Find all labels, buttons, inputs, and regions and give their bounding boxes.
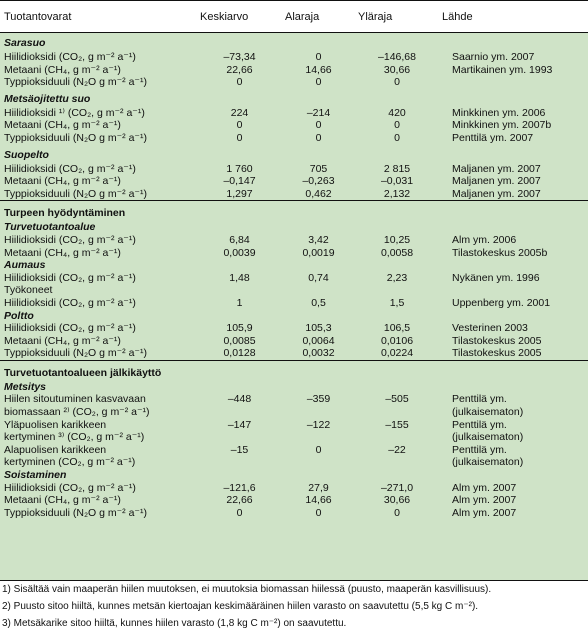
ylaraja-cell: –155 (385, 418, 409, 431)
footnote-2: 2) Puusto sitoo hiiltä, kunnes metsän kiertoajan keskimääräinen hiilen varasto on saavutettu (5,5 kg C m⁻²). (2, 601, 479, 612)
lahde-cell: Alm ym. 2007 (452, 506, 517, 519)
keskiarvo-cell (196, 456, 281, 469)
group-heading-row (0, 360, 588, 381)
alaraja-cell: 0,0032 (302, 347, 335, 360)
row-label: kertyminen (CO₂, g m⁻² a⁻¹) (4, 456, 136, 469)
lahde-cell: Maljanen ym. 2007 (452, 187, 541, 200)
footnote-1: 1) Sisältää vain maaperän hiilen muutoksen, ei muutoksia biomassan hiilessä (puusto, maaperän kasvillisuus). (2, 584, 492, 595)
row-label: biomassaan ²⁾ (CO₂, g m⁻² a⁻¹) (4, 406, 150, 419)
section-label: Poltto (4, 309, 34, 322)
alaraja-cell: 0 (315, 506, 322, 519)
alaraja-cell: 14,66 (305, 494, 332, 507)
table-row (0, 119, 588, 132)
row-label: Yläpuolisen karikkeen (4, 418, 107, 431)
ylaraja-cell: 30,66 (383, 63, 411, 76)
alaraja-cell: 105,3 (305, 322, 332, 335)
alaraja-cell: 14,66 (305, 63, 332, 76)
lahde-cell: Uppenberg ym. 2001 (452, 296, 551, 309)
row-label: Metaani (CH₄, g m⁻² a⁻¹) (4, 246, 121, 259)
row-label: Metaani (CH₄, g m⁻² a⁻¹) (4, 175, 121, 188)
row-label: Typpioksiduuli (N₂O g m⁻² a⁻¹) (4, 347, 147, 360)
keskiarvo-cell: –147 (227, 418, 252, 431)
alaraja-cell (281, 456, 354, 469)
keskiarvo-cell: 0 (236, 506, 243, 519)
keskiarvo-cell (196, 431, 281, 444)
keskiarvo-cell: 0 (236, 131, 243, 144)
table-row (0, 163, 588, 176)
table-row (0, 322, 588, 335)
alaraja-cell: –0,263 (302, 175, 335, 188)
table-row (0, 494, 588, 507)
alaraja-cell (281, 406, 354, 419)
alaraja-cell: 27,9 (308, 481, 329, 494)
alaraja-cell: 0 (315, 119, 322, 132)
alaraja-cell: 0,462 (305, 187, 332, 200)
alaraja-cell: 0 (315, 131, 322, 144)
alaraja-cell: 0,5 (311, 296, 326, 309)
keskiarvo-cell: 1 (236, 296, 243, 309)
section-label: Metsitys (4, 380, 47, 393)
lahde-cell: Vesterinen 2003 (452, 322, 528, 335)
header-ylaraja: Yläraja (354, 1, 438, 33)
row-label: Metaani (CH₄, g m⁻² a⁻¹) (4, 119, 121, 132)
row-label: Hiilidioksidi (CO₂, g m⁻² a⁻¹) (4, 233, 136, 246)
lahde-cell: Alm ym. 2007 (452, 494, 517, 507)
table-row (0, 419, 588, 432)
alaraja-cell: –122 (306, 418, 331, 431)
table-row (0, 444, 588, 457)
keskiarvo-cell: 22,66 (226, 494, 253, 507)
keskiarvo-cell: 22,66 (226, 63, 253, 76)
ylaraja-cell (354, 456, 438, 469)
lahde-cell: Alm ym. 2006 (452, 233, 517, 246)
keskiarvo-cell: 224 (230, 106, 249, 119)
header-lahde: Lähde (438, 1, 588, 33)
section-label: Aumaus (4, 259, 46, 272)
row-label: Hiilidioksidi ¹⁾ (CO₂, g m⁻² a⁻¹) (4, 106, 145, 119)
table-row (0, 406, 588, 419)
table-row (0, 297, 588, 310)
row-label: Typpioksiduuli (N₂O g m⁻² a⁻¹) (4, 76, 147, 89)
row-label: Hiilidioksidi (CO₂, g m⁻² a⁻¹) (4, 162, 136, 175)
table-row (0, 284, 588, 297)
keskiarvo-cell: 0,0128 (223, 347, 256, 360)
row-label: Typpioksiduuli (N₂O g m⁻² a⁻¹) (4, 131, 147, 144)
section-heading-row (0, 259, 588, 272)
section-heading-row (0, 381, 588, 394)
ylaraja-cell (354, 284, 438, 297)
keskiarvo-cell (196, 406, 281, 419)
keskiarvo-cell: 0 (236, 76, 243, 89)
ylaraja-cell: –505 (385, 393, 409, 406)
keskiarvo-cell: 0,0085 (223, 334, 256, 347)
ylaraja-cell: 30,66 (383, 494, 411, 507)
ylaraja-cell: 0 (394, 506, 400, 519)
lahde-cell: Penttilä ym. (452, 418, 507, 431)
footnotes (0, 580, 588, 635)
section-label: Soistaminen (4, 469, 67, 482)
lahde-cell: Penttilä ym. 2007 (452, 131, 534, 144)
row-label: Hiilen sitoutuminen kasvavaan (4, 393, 146, 406)
ylaraja-cell (354, 431, 438, 444)
alaraja-cell: 0 (315, 76, 322, 89)
section-heading-row (0, 469, 588, 482)
table-body (0, 33, 588, 520)
table-row (0, 347, 588, 360)
row-label: Hiilidioksidi (CO₂, g m⁻² a⁻¹) (4, 296, 136, 309)
keskiarvo-cell: –0,147 (223, 175, 256, 188)
keskiarvo-cell: –448 (227, 393, 252, 406)
ylaraja-cell: 1,5 (389, 296, 405, 309)
ylaraja-cell: 0 (394, 131, 400, 144)
row-label: Typpioksiduuli (N₂O g m⁻² a⁻¹) (4, 506, 147, 519)
section-label: Metsäojitettu suo (4, 92, 91, 105)
lahde-cell: Penttilä ym. (452, 393, 507, 406)
ylaraja-cell: 106,5 (383, 322, 411, 335)
alaraja-cell: –214 (306, 106, 331, 119)
table-row (0, 64, 588, 77)
alaraja-cell: 0 (315, 443, 322, 456)
alaraja-cell: 0,0019 (302, 246, 335, 259)
row-label: Metaani (CH₄, g m⁻² a⁻¹) (4, 494, 121, 507)
table-row (0, 482, 588, 495)
lahde-cell: Minkkinen ym. 2007b (452, 119, 552, 132)
keskiarvo-cell: 1,48 (229, 271, 250, 284)
ylaraja-cell: –146,68 (378, 51, 416, 63)
lahde-cell: Minkkinen ym. 2006 (452, 106, 546, 119)
ylaraja-cell: 10,25 (383, 233, 411, 246)
lahde-cell: Penttilä ym. (452, 443, 507, 456)
row-label: Alapuolisen karikkeen (4, 443, 107, 456)
table-header (0, 1, 588, 33)
table-row (0, 76, 588, 89)
section-label: Turvetuotantoalue (4, 221, 96, 234)
alaraja-cell (281, 284, 354, 297)
ylaraja-cell: –271,0 (380, 481, 414, 494)
header-keskiarvo: Keskiarvo (196, 1, 281, 33)
ylaraja-cell: 0,0058 (380, 246, 414, 259)
alaraja-cell: 3,42 (308, 233, 329, 246)
ylaraja-cell: 0,0224 (380, 347, 414, 360)
keskiarvo-cell: 1 760 (226, 162, 253, 175)
ylaraja-cell: 0 (394, 119, 400, 132)
ylaraja-cell: 2,132 (383, 187, 411, 200)
section-heading-row (0, 145, 588, 163)
header-tuotantovarat: Tuotantovarat (0, 1, 196, 33)
section-heading-row (0, 221, 588, 234)
row-label: Työkoneet (4, 284, 53, 297)
table-row (0, 272, 588, 285)
lahde-cell (438, 76, 588, 89)
lahde-cell: Alm ym. 2007 (452, 481, 517, 494)
ylaraja-cell: 2 815 (383, 162, 411, 175)
table-row (0, 393, 588, 406)
row-label: Typpioksiduuli (N₂O g m⁻² a⁻¹) (4, 187, 147, 200)
section-heading-row (0, 33, 588, 52)
table-row (0, 507, 588, 520)
ylaraja-cell (354, 406, 438, 419)
lahde-cell: Saarnio ym. 2007 (452, 51, 535, 63)
section-label: Turvetuotantoalueen jälkikäyttö (0, 360, 588, 381)
keskiarvo-cell: 105,9 (226, 322, 253, 335)
lahde-cell: Tilastokeskus 2005b (452, 246, 548, 259)
section-label: Turpeen hyödyntäminen (0, 201, 588, 222)
table-row (0, 431, 588, 444)
alaraja-cell: 705 (309, 162, 328, 175)
table-row (0, 456, 588, 469)
lahde-cell: Maljanen ym. 2007 (452, 175, 541, 188)
row-label: Metaani (CH₄, g m⁻² a⁻¹) (4, 334, 121, 347)
row-label: Hiilidioksidi (CO₂, g m⁻² a⁻¹) (4, 51, 136, 63)
lahde-cell: Maljanen ym. 2007 (452, 162, 541, 175)
ylaraja-cell: –0,031 (380, 175, 414, 188)
table-row (0, 247, 588, 260)
ylaraja-cell: 2,23 (386, 271, 408, 284)
header-alaraja: Alaraja (281, 1, 354, 33)
row-label: Hiilidioksidi (CO₂, g m⁻² a⁻¹) (4, 322, 136, 335)
keskiarvo-cell (196, 284, 281, 297)
table-row (0, 132, 588, 145)
keskiarvo-cell: 0,0039 (223, 246, 256, 259)
row-label: Metaani (CH₄, g m⁻² a⁻¹) (4, 63, 121, 76)
lahde-cell: (julkaisematon) (452, 456, 524, 469)
group-heading-row (0, 201, 588, 222)
keskiarvo-cell: 1,297 (226, 187, 253, 200)
ylaraja-cell: 0 (394, 76, 400, 89)
keskiarvo-cell: –15 (230, 443, 249, 456)
section-heading-row (0, 89, 588, 107)
section-heading-row (0, 310, 588, 323)
lahde-cell: (julkaisematon) (452, 431, 524, 444)
footnote-3: 3) Metsäkarike sitoo hiiltä, kunnes hiilen varasto (1,8 kg C m⁻²) on saavutettu. (2, 618, 347, 629)
lahde-cell: (julkaisematon) (452, 406, 524, 419)
keskiarvo-cell: –121,6 (223, 481, 256, 494)
alaraja-cell: –359 (306, 393, 331, 406)
lahde-cell: Martikainen ym. 1993 (452, 63, 553, 76)
ylaraja-cell: 420 (388, 106, 406, 119)
table-row (0, 188, 588, 201)
table-row (0, 335, 588, 348)
lahde-cell: Tilastokeskus 2005 (452, 347, 542, 360)
keskiarvo-cell: 0 (236, 119, 243, 132)
table-row (0, 107, 588, 120)
keskiarvo-cell: –73,34 (223, 51, 256, 63)
row-label: kertyminen ³⁾ (CO₂, g m⁻² a⁻¹) (4, 431, 145, 444)
lahde-cell (438, 284, 588, 297)
lahde-cell: Nykänen ym. 1996 (452, 271, 540, 284)
ylaraja-cell: 0,0106 (380, 334, 414, 347)
alaraja-cell: 0,0064 (302, 334, 335, 347)
alaraja-cell: 0 (315, 51, 322, 63)
keskiarvo-cell: 6,84 (229, 233, 250, 246)
row-label: Hiilidioksidi (CO₂, g m⁻² a⁻¹) (4, 271, 136, 284)
section-label: Suopelto (4, 148, 49, 161)
lahde-cell: Tilastokeskus 2005 (452, 334, 542, 347)
alaraja-cell: 0,74 (308, 271, 329, 284)
table-row (0, 51, 588, 64)
section-label: Sarasuo (4, 37, 46, 49)
alaraja-cell (281, 431, 354, 444)
table-row (0, 175, 588, 188)
ylaraja-cell: –22 (388, 443, 406, 456)
row-label: Hiilidioksidi (CO₂, g m⁻² a⁻¹) (4, 481, 136, 494)
table-row (0, 234, 588, 247)
